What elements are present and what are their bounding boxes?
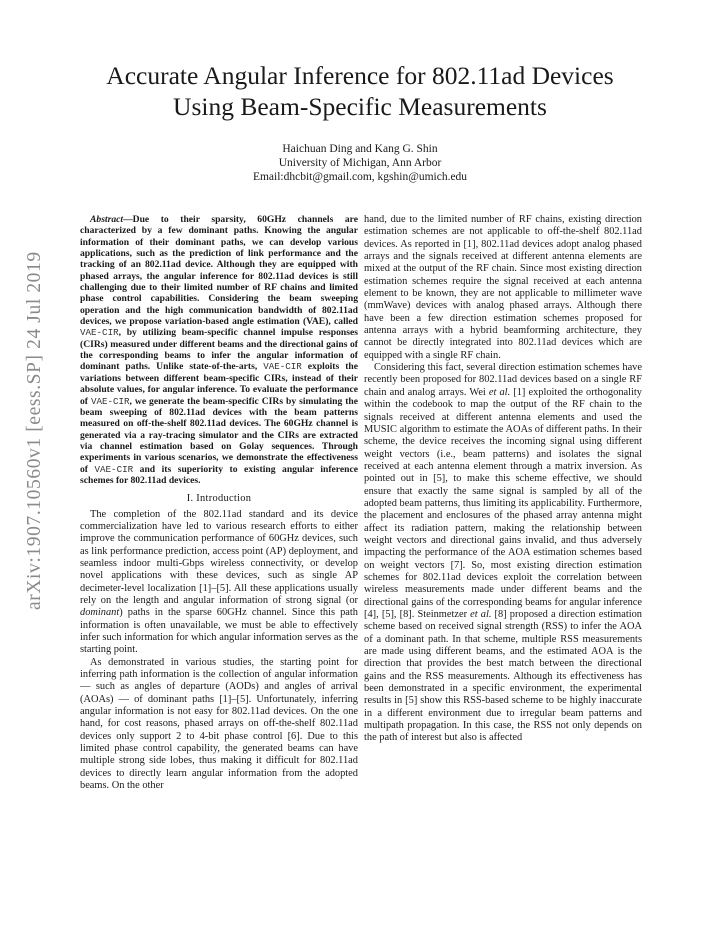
author-block xyxy=(60,142,660,184)
abstract-text-2: , by utilizing beam-specific channel impulse responses (CIRs) measured under different beams and the directional gains of the corresponding beams to infer the angular information of dominant paths. Unlike state-of-the-arts, xyxy=(80,327,358,373)
method-name: VAE-CIR xyxy=(94,463,134,475)
abstract xyxy=(80,214,358,486)
emphasis-text: dominant xyxy=(80,607,120,619)
abstract-text-1: —Due to their sparsity, 60GHz channels are characterized by a few dominant paths. Knowing the angular information of their dominant paths, we can develop various applications, such as the prediction of link performance and the tracking of an 802.11ad device. Although they are equipped with phased arrays, the angular inference for 802.11ad devices is still challenging due to their limited number of RF chains and limited phase control capabilities. Considering the beam sweeping operation and the high communication bandwidth of 802.11ad devices, we propose variation-based angle estimation (VAE), called xyxy=(80,214,358,328)
title-line-2: Using Beam-Specific Measurements xyxy=(173,92,547,121)
emphasis-text: et al. xyxy=(470,609,492,620)
intro-text: ) paths in the sparse 60GHz channel. Since this path information is often unavailable, we must be able to effectively infer such information for which angular information serves as the starting point. xyxy=(80,607,358,656)
abstract-text-3: exploits the variations between different beam-specific CIRs, instead of their absolute values, for angular inference. To evaluate the performance of xyxy=(80,361,358,407)
left-column xyxy=(80,214,358,793)
paper-title xyxy=(60,60,660,122)
author-names: Haichuan Ding and Kang G. Shin xyxy=(282,143,438,155)
arxiv-stamp xyxy=(4,50,44,610)
abstract-text-5: and its superiority to existing angular inference schemes for 802.11ad devices. xyxy=(80,463,358,486)
author-email: Email:dhcbit@gmail.com, kgshin@umich.edu xyxy=(252,171,468,183)
author-affiliation: University of Michigan, Ann Arbor xyxy=(278,157,442,169)
emphasis-text: et al. xyxy=(488,386,511,398)
intro-text: [1] exploited the orthogonality within the codebook to map the output of the RF chain to the signals received at different antenna elements and used the MUSIC algorithm to estimate the AOAs of different paths. In their scheme, the device receives the incoming signal using different weight vectors (i.e., beam patterns) and isolates the signal received at each antenna element through a matrix inversion. As pointed out in [5], to make this scheme effective, we should ensure that exactly the same signal is sampled by all of the adopted beam patterns, thus limiting its applicability. Furthermore, the placement and enclosures of the phased array antenna might affect its radiation pattern, making the relationship between weight vectors and directional gains invalid, and thus adversely impacting the performance of the AOA estimation schemes based on weight vectors [7]. So, most existing direction estimation schemes for 802.11ad devices exploit the correlation between wireless measurements made under different beams and the directional gains of the corresponding beams for angular inference [4], [5], [8]. Steinmetzer xyxy=(364,386,642,620)
arxiv-identifier: arXiv:1907.10560v1 [eess.SP] 24 Jul 2019 xyxy=(24,251,45,610)
intro-paragraph-1 xyxy=(80,509,358,657)
method-name: VAE-CIR xyxy=(263,361,302,373)
intro-paragraph-3 xyxy=(364,362,642,745)
intro-text: [8] proposed a direction estimation scheme based on received signal strength (RSS) to infer the AOA of a dominant path. In that scheme, multiple RSS measurements are made using different beams, and the estimated AOA is the direction that provides the best match between the directional gains and the RSS measurements. Although its effectiveness has been demonstrated in a specific environment, the experimental results in [5] show this RSS-based scheme to be highly inaccurate in a different environment due to irregular beam patterns and multipath propagation. In this case, the RSS not only depends on the path of interest but also is affected xyxy=(364,609,642,744)
abstract-label: Abstract xyxy=(90,214,124,225)
method-name: VAE-CIR xyxy=(80,327,119,339)
intro-paragraph-2: As demonstrated in various studies, the starting point for inferring path information is the collection of angular information — such as angles of departure (AODs) and angles of arrival (AOAs) — of dominant paths [1]–[5]. Unfortunately, inferring angular information is not easy for 802.11ad devices. On the one hand, for cost reasons, phased arrays on off-the-shelf 802.11ad devices only support 2 to 4-bit phase control [6]. Due to this limited phase control capability, the generated beams can have multiple strong side lobes, thus making it difficult for 802.11ad devices to directly learn angular information from the adopted beams. On the other xyxy=(80,656,358,792)
intro-paragraph-2-continued: hand, due to the limited number of RF chains, existing direction estimation schemes are not applicable to off-the-shelf 802.11ad devices. As reported in [1], 802.11ad devices adopt analog phased arrays and the signals received at different antenna elements are mixed at the output of the RF chain. Since most existing direction estimation schemes require the signal received at each antenna element to be known, they are not applicable to millimeter wave (mmWave) devices with analog phased arrays. Although there have been a few direction estimation schemes proposed for antenna arrays with a hybrid beamforming architecture, they cannot be directly integrated into 802.11ad devices which are equipped with a single RF chain. xyxy=(364,214,642,361)
intro-text: Considering this fact, several direction estimation schemes have recently been proposed for 802.11ad devices based on a single RF chain and analog arrays. Wei xyxy=(364,362,642,398)
abstract-text-4: , we generate the beam-specific CIRs by simulating the beam sweeping of 802.11ad devices with the beam patterns measured on off-the-shelf 802.11ad devices. The 60GHz channel is generated via a ray-tracing simulator and the CIRs are extracted via channel estimation based on Golay sequences. Through experiments in various scenarios, we demonstrate the effectiveness of xyxy=(80,395,358,475)
method-name: VAE-CIR xyxy=(90,395,130,407)
title-line-1: Accurate Angular Inference for 802.11ad Devices xyxy=(106,61,614,90)
section-heading-introduction: I. Introduction xyxy=(186,493,252,505)
intro-text: The completion of the 802.11ad standard and its device commercialization have led to various research efforts to either improve the communication performance of 60GHz devices, such as link performance prediction, access point (AP) deployment, and seamless indoor multi-Gbps wireless connectivity, or develop novel applications with these devices, such as single AP decimeter-level localization [1]–[5]. All these applications usually rely on the length and angular information of strong signal (or xyxy=(80,508,358,606)
right-column xyxy=(364,214,642,745)
